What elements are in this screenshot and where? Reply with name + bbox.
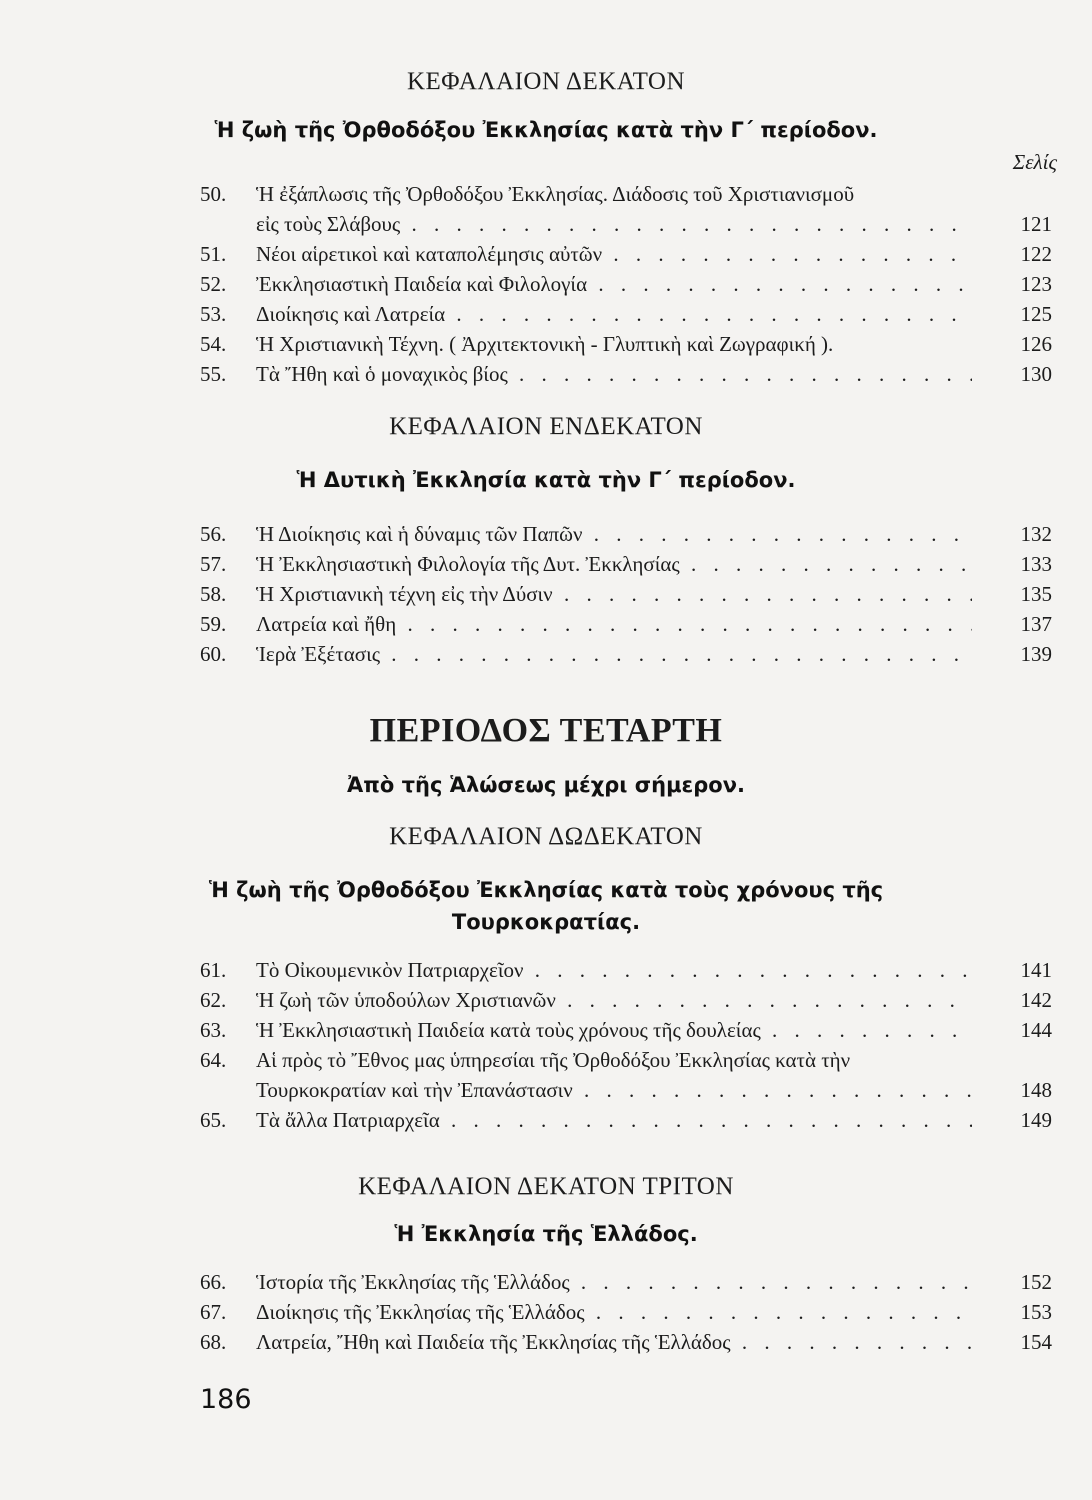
entry-title: Νέοι αἱρετικοὶ καὶ καταπολέμησις αὐτῶν . . . [256,242,972,267]
entry-title-continuation: εἰς τοὺς Σλάβους . . . [256,212,972,237]
entry-number: 61. [200,958,227,982]
toc-entry [200,182,1052,212]
toc-entry [200,958,1052,988]
entry-page: 144 [1020,1018,1052,1042]
entry-title: Διοίκησις τῆς Ἐκκλησίας τῆς Ἑλλάδος . . . [256,1300,972,1325]
toc-entry [200,522,1052,552]
entry-number: 55. [200,362,227,386]
entry-page: 148 [1020,1078,1052,1102]
toc-entry [200,272,1052,302]
toc-entry-continuation [200,1078,1052,1108]
toc-entry [200,242,1052,272]
toc-entry [200,362,1052,392]
entry-title: Τὰ Ἤθη καὶ ὁ μοναχικὸς βίος . . . [256,362,972,387]
chapter-12-heading: ΚΕΦΑΛΑΙΟΝ ΔΩΔΕΚΑΤΟΝ [389,823,703,850]
entry-number: 65. [200,1108,227,1132]
entry-title: Ἱερὰ Ἐξέτασις . . . [256,642,972,667]
entry-page: 126 [1020,332,1052,356]
entry-page: 142 [1020,988,1052,1012]
entry-page: 125 [1020,302,1052,326]
toc-entry [200,1048,1052,1078]
chapter-10-heading: ΚΕΦΑΛΑΙΟΝ ΔΕΚΑΤΟΝ [406,68,686,95]
entry-page: 133 [1020,552,1052,576]
entry-number: 64. [200,1048,227,1072]
toc-entry [200,1330,1052,1360]
chapter-11-subtitle: Ἡ Δυτικὴ Ἐκκλησία κατὰ τὴν Γ΄ περίοδον. [296,468,796,492]
entry-title: Λατρεία, Ἤθη καὶ Παιδεία τῆς Ἐκκλησίας τῆς Ἑλλάδος . . . [256,1330,972,1355]
toc-entry [200,552,1052,582]
entry-page: 121 [1020,212,1052,236]
toc-entry [200,1270,1052,1300]
entry-page: 154 [1020,1330,1052,1354]
entry-number: 63. [200,1018,227,1042]
entry-number: 56. [200,522,227,546]
entry-title: Ἡ ἐξάπλωσις τῆς Ὀρθοδόξου Ἐκκλησίας. Διάδοσις τοῦ Χριστιανισμοῦ [256,182,855,206]
entry-page: 130 [1020,362,1052,386]
entry-title-continuation: Τουρκοκρατίαν καὶ τὴν Ἐπανάστασιν . . . [256,1078,972,1103]
entry-page: 122 [1020,242,1052,266]
entry-title: Αἱ πρὸς τὸ Ἔθνος μας ὑπηρεσίαι τῆς Ὀρθοδόξου Ἐκκλησίας κατὰ τὴν [256,1048,851,1072]
chapter-12-subtitle: Ἡ ζωὴ τῆς Ὀρθοδόξου Ἐκκλησίας κατὰ τοὺς χρόνους τῆς [208,878,884,902]
entry-title: Διοίκησις καὶ Λατρεία . . . [256,302,972,327]
period-heading: ΠΕΡΙΟΔΟΣ ΤΕΤΑΡΤΗ [369,712,723,749]
entry-page: 149 [1020,1108,1052,1132]
period-subtitle: Ἀπὸ τῆς Ἁλώσεως μέχρι σήμερον. [347,773,745,797]
entry-title: Ἐκκλησιαστικὴ Παιδεία καὶ Φιλολογία . . . [256,272,972,297]
pages-column-label: Σελίς [1012,150,1057,174]
entry-page: 135 [1020,582,1052,606]
entry-title: Ἡ ζωὴ τῶν ὑποδούλων Χριστιανῶν . . . [256,988,972,1013]
toc-entry [200,1018,1052,1048]
entry-title: Ἡ Ἐκκλησιαστικὴ Φιλολογία τῆς Δυτ. Ἐκκλησίας . . . [256,552,972,577]
toc-entry [200,332,1052,362]
entry-number: 52. [200,272,227,296]
entry-page: 132 [1020,522,1052,546]
chapter-10-subtitle: Ἡ ζωὴ τῆς Ὀρθοδόξου Ἐκκλησίας κατὰ τὴν Γ΄ περίοδον. [214,118,878,142]
entry-title: Ἡ Ἐκκλησιαστικὴ Παιδεία κατὰ τοὺς χρόνους τῆς δουλείας . . . [256,1018,972,1043]
entry-number: 68. [200,1330,227,1354]
toc-entry [200,582,1052,612]
entry-number: 62. [200,988,227,1012]
entry-number: 58. [200,582,227,606]
entry-title: Ἡ Διοίκησις καὶ ἡ δύναμις τῶν Παπῶν . . . [256,522,972,547]
chapter-12-subtitle-cont: Τουρκοκρατίας. [451,910,641,934]
chapter-11-heading: ΚΕΦΑΛΑΙΟΝ ΕΝΔΕΚΑΤΟΝ [389,413,703,440]
toc-entry [200,988,1052,1018]
page-number: 186 [200,1384,252,1415]
toc-entry-continuation [200,212,1052,242]
entry-page: 139 [1020,642,1052,666]
entry-page: 153 [1020,1300,1052,1324]
entry-title: Λατρεία καὶ ἤθη . . . [256,612,972,637]
entry-title: Ἱστορία τῆς Ἐκκλησίας τῆς Ἑλλάδος . . . [256,1270,972,1295]
entry-page: 152 [1020,1270,1052,1294]
entry-page: 123 [1020,272,1052,296]
entry-number: 54. [200,332,227,356]
entry-number: 67. [200,1300,227,1324]
entry-number: 59. [200,612,227,636]
toc-entry [200,1108,1052,1138]
entry-number: 60. [200,642,227,666]
entry-page: 137 [1020,612,1052,636]
entry-number: 57. [200,552,227,576]
toc-entry [200,1300,1052,1330]
entry-number: 50. [200,182,227,206]
entry-number: 66. [200,1270,227,1294]
toc-entry [200,612,1052,642]
toc-entry [200,642,1052,672]
entry-title: Τὸ Οἰκουμενικὸν Πατριαρχεῖον . . . [256,958,972,983]
entry-title: Ἡ Χριστιανικὴ Τέχνη. ( Ἀρχιτεκτονικὴ - Γλυπτικὴ καὶ Ζωγραφική ). [256,332,834,356]
entry-title: Ἡ Χριστιανικὴ τέχνη εἰς τὴν Δύσιν . . . [256,582,972,607]
entry-number: 51. [200,242,227,266]
chapter-13-subtitle: Ἡ Ἐκκλησία τῆς Ἑλλάδος. [394,1222,698,1246]
entry-title: Τὰ ἄλλα Πατριαρχεῖα . . . [256,1108,972,1133]
entry-page: 141 [1020,958,1052,982]
chapter-13-heading: ΚΕΦΑΛΑΙΟΝ ΔΕΚΑΤΟΝ ΤΡΙΤΟΝ [358,1173,734,1200]
toc-entry [200,302,1052,332]
entry-number: 53. [200,302,227,326]
